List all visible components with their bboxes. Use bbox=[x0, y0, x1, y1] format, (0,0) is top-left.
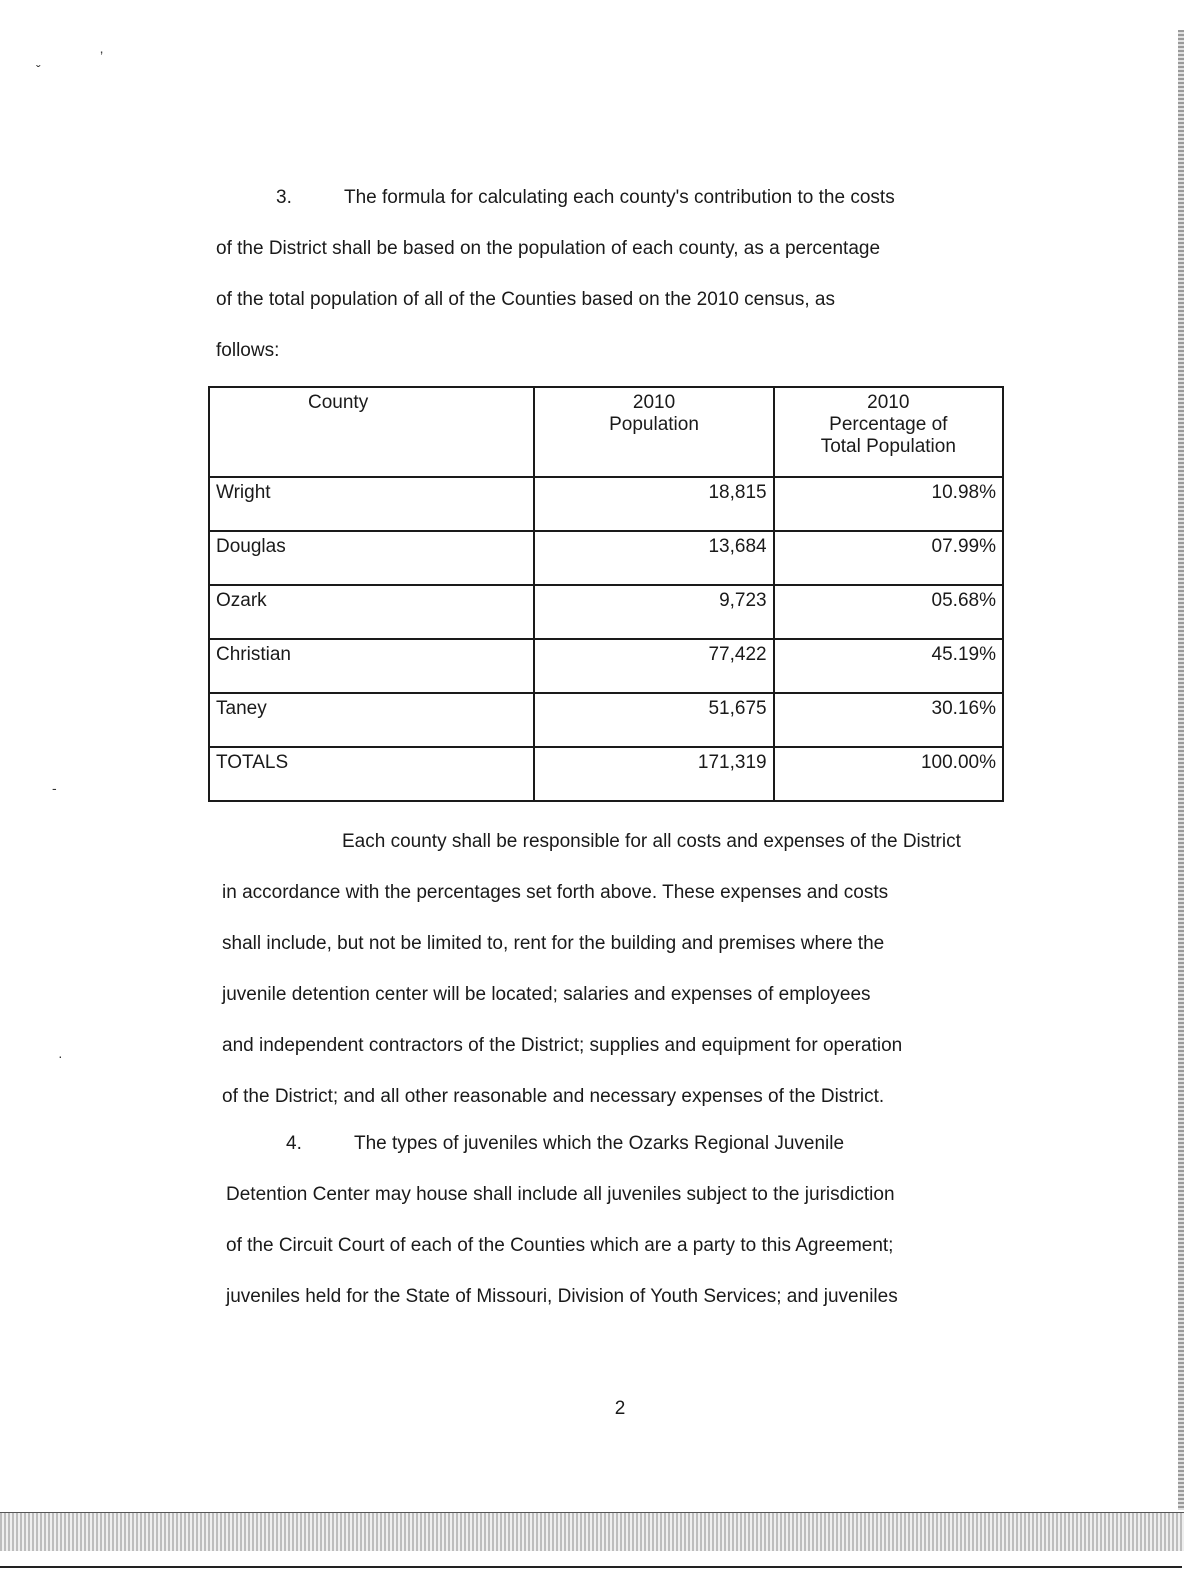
section-3-paragraph bbox=[216, 172, 1006, 376]
table-row bbox=[209, 693, 1003, 747]
section-4-line-1 bbox=[226, 1118, 1016, 1169]
percentage-cell: 30.16% bbox=[774, 693, 1003, 747]
responsibility-line-6: of the District; and all other reasonable and necessary expenses of the District. bbox=[222, 1086, 885, 1107]
frame-line bbox=[0, 1566, 1182, 1568]
percentage-cell: 05.68% bbox=[774, 585, 1003, 639]
percentage-cell: 07.99% bbox=[774, 531, 1003, 585]
county-cell: Taney bbox=[209, 693, 534, 747]
scan-edge-bottom bbox=[0, 1512, 1184, 1551]
responsibility-line-5: and independent contractors of the District; supplies and equipment for operation bbox=[222, 1035, 903, 1056]
scan-speck: · bbox=[58, 1048, 63, 1064]
county-cell: Ozark bbox=[209, 585, 534, 639]
totals-label-cell: TOTALS bbox=[209, 747, 534, 801]
responsibility-line-3: shall include, but not be limited to, rent for the building and premises where the bbox=[222, 933, 885, 954]
section-3-line-3: of the total population of all of the Counties based on the 2010 census, as bbox=[216, 289, 835, 310]
section-4-line-3: of the Circuit Court of each of the Counties which are a party to this Agreement; bbox=[226, 1235, 894, 1256]
population-cell: 13,684 bbox=[534, 531, 773, 585]
section-4-line-4: juveniles held for the State of Missouri, Division of Youth Services; and juveniles bbox=[226, 1286, 898, 1307]
header-percentage: 2010 Percentage of Total Population bbox=[774, 387, 1003, 477]
section-3-line-1-text: The formula for calculating each county's contribution to the costs bbox=[344, 187, 895, 208]
county-cell: Douglas bbox=[209, 531, 534, 585]
page-number: 2 bbox=[614, 1398, 626, 1419]
section-4-line-2: Detention Center may house shall include all juveniles subject to the jurisdiction bbox=[226, 1184, 895, 1205]
section-4-number: 4. bbox=[286, 1133, 302, 1154]
responsibility-line-4: juvenile detention center will be located; salaries and expenses of employees bbox=[222, 984, 871, 1005]
scan-speck: ˇ bbox=[36, 62, 41, 78]
county-cell: Christian bbox=[209, 639, 534, 693]
responsibility-line-2: in accordance with the percentages set forth above. These expenses and costs bbox=[222, 882, 889, 903]
header-population: 2010 Population bbox=[534, 387, 773, 477]
section-3-line-4: follows: bbox=[216, 340, 280, 361]
table-row bbox=[209, 531, 1003, 585]
population-cell: 18,815 bbox=[534, 477, 773, 531]
table-row bbox=[209, 585, 1003, 639]
population-table bbox=[208, 386, 1004, 802]
responsibility-line-1: Each county shall be responsible for all costs and expenses of the District bbox=[342, 831, 961, 852]
table-header-row bbox=[209, 387, 1003, 477]
scan-edge-right bbox=[1178, 30, 1184, 1510]
table-row bbox=[209, 477, 1003, 531]
scan-speck: ’ bbox=[100, 48, 104, 64]
section-3-line-1 bbox=[216, 172, 1006, 223]
table-row bbox=[209, 639, 1003, 693]
population-cell: 9,723 bbox=[534, 585, 773, 639]
totals-percentage-cell: 100.00% bbox=[774, 747, 1003, 801]
county-cell: Wright bbox=[209, 477, 534, 531]
section-3-number: 3. bbox=[276, 187, 292, 208]
header-county: County bbox=[209, 387, 534, 477]
scan-speck: - bbox=[52, 780, 57, 796]
population-cell: 51,675 bbox=[534, 693, 773, 747]
section-4-line-1-text: The types of juveniles which the Ozarks Regional Juvenile bbox=[354, 1133, 845, 1154]
percentage-cell: 45.19% bbox=[774, 639, 1003, 693]
percentage-cell: 10.98% bbox=[774, 477, 1003, 531]
totals-population-cell: 171,319 bbox=[534, 747, 773, 801]
section-3-line-2: of the District shall be based on the population of each county, as a percentage bbox=[216, 238, 881, 259]
responsibility-paragraph bbox=[222, 816, 1012, 1122]
population-cell: 77,422 bbox=[534, 639, 773, 693]
section-4-paragraph bbox=[226, 1118, 1016, 1322]
table-totals-row bbox=[209, 747, 1003, 801]
